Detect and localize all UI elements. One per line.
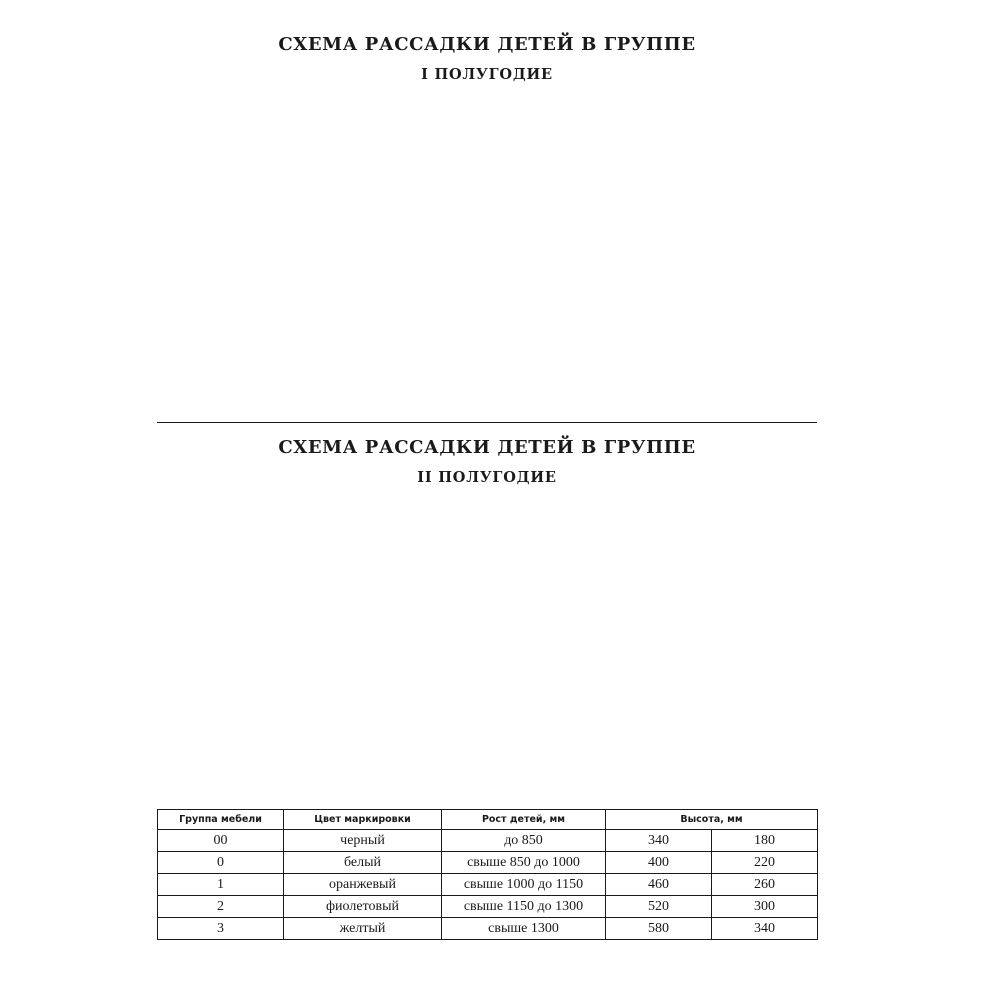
table-row	[158, 852, 818, 874]
section-2-subtitle: II ПОЛУГОДИЕ	[417, 469, 557, 486]
cell-chair-height: 340	[712, 918, 818, 940]
cell-child-height: свыше 850 до 1000	[442, 852, 606, 874]
header-furniture-height: Высота, мм	[606, 810, 818, 830]
header-furniture-group: Группа мебели	[158, 810, 284, 830]
cell-table-height: 340	[606, 830, 712, 852]
cell-chair-height: 300	[712, 896, 818, 918]
cell-color: белый	[284, 852, 442, 874]
furniture-table	[157, 809, 818, 940]
header-child-height: Рост детей, мм	[442, 810, 606, 830]
header-marking-color: Цвет маркировки	[284, 810, 442, 830]
cell-color: желтый	[284, 918, 442, 940]
cell-group: 3	[158, 918, 284, 940]
cell-child-height: свыше 1000 до 1150	[442, 874, 606, 896]
section-1-title: СХЕМА РАССАДКИ ДЕТЕЙ В ГРУППЕ	[278, 34, 696, 55]
cell-child-height: свыше 1300	[442, 918, 606, 940]
cell-color: фиолетовый	[284, 896, 442, 918]
section-2-title: СХЕМА РАССАДКИ ДЕТЕЙ В ГРУППЕ	[278, 437, 696, 458]
cell-color: черный	[284, 830, 442, 852]
cell-table-height: 400	[606, 852, 712, 874]
cell-table-height: 520	[606, 896, 712, 918]
table-row	[158, 874, 818, 896]
section-1-subtitle: I ПОЛУГОДИЕ	[421, 66, 553, 83]
table-row	[158, 896, 818, 918]
cell-chair-height: 220	[712, 852, 818, 874]
cell-child-height: до 850	[442, 830, 606, 852]
cell-table-height: 460	[606, 874, 712, 896]
table-row	[158, 830, 818, 852]
cell-table-height: 580	[606, 918, 712, 940]
cell-color: оранжевый	[284, 874, 442, 896]
cell-chair-height: 180	[712, 830, 818, 852]
cell-chair-height: 260	[712, 874, 818, 896]
cell-group: 1	[158, 874, 284, 896]
table-header-row	[158, 810, 818, 830]
cell-group: 2	[158, 896, 284, 918]
section-divider	[157, 422, 817, 423]
cell-group: 0	[158, 852, 284, 874]
table-row	[158, 918, 818, 940]
cell-child-height: свыше 1150 до 1300	[442, 896, 606, 918]
cell-group: 00	[158, 830, 284, 852]
